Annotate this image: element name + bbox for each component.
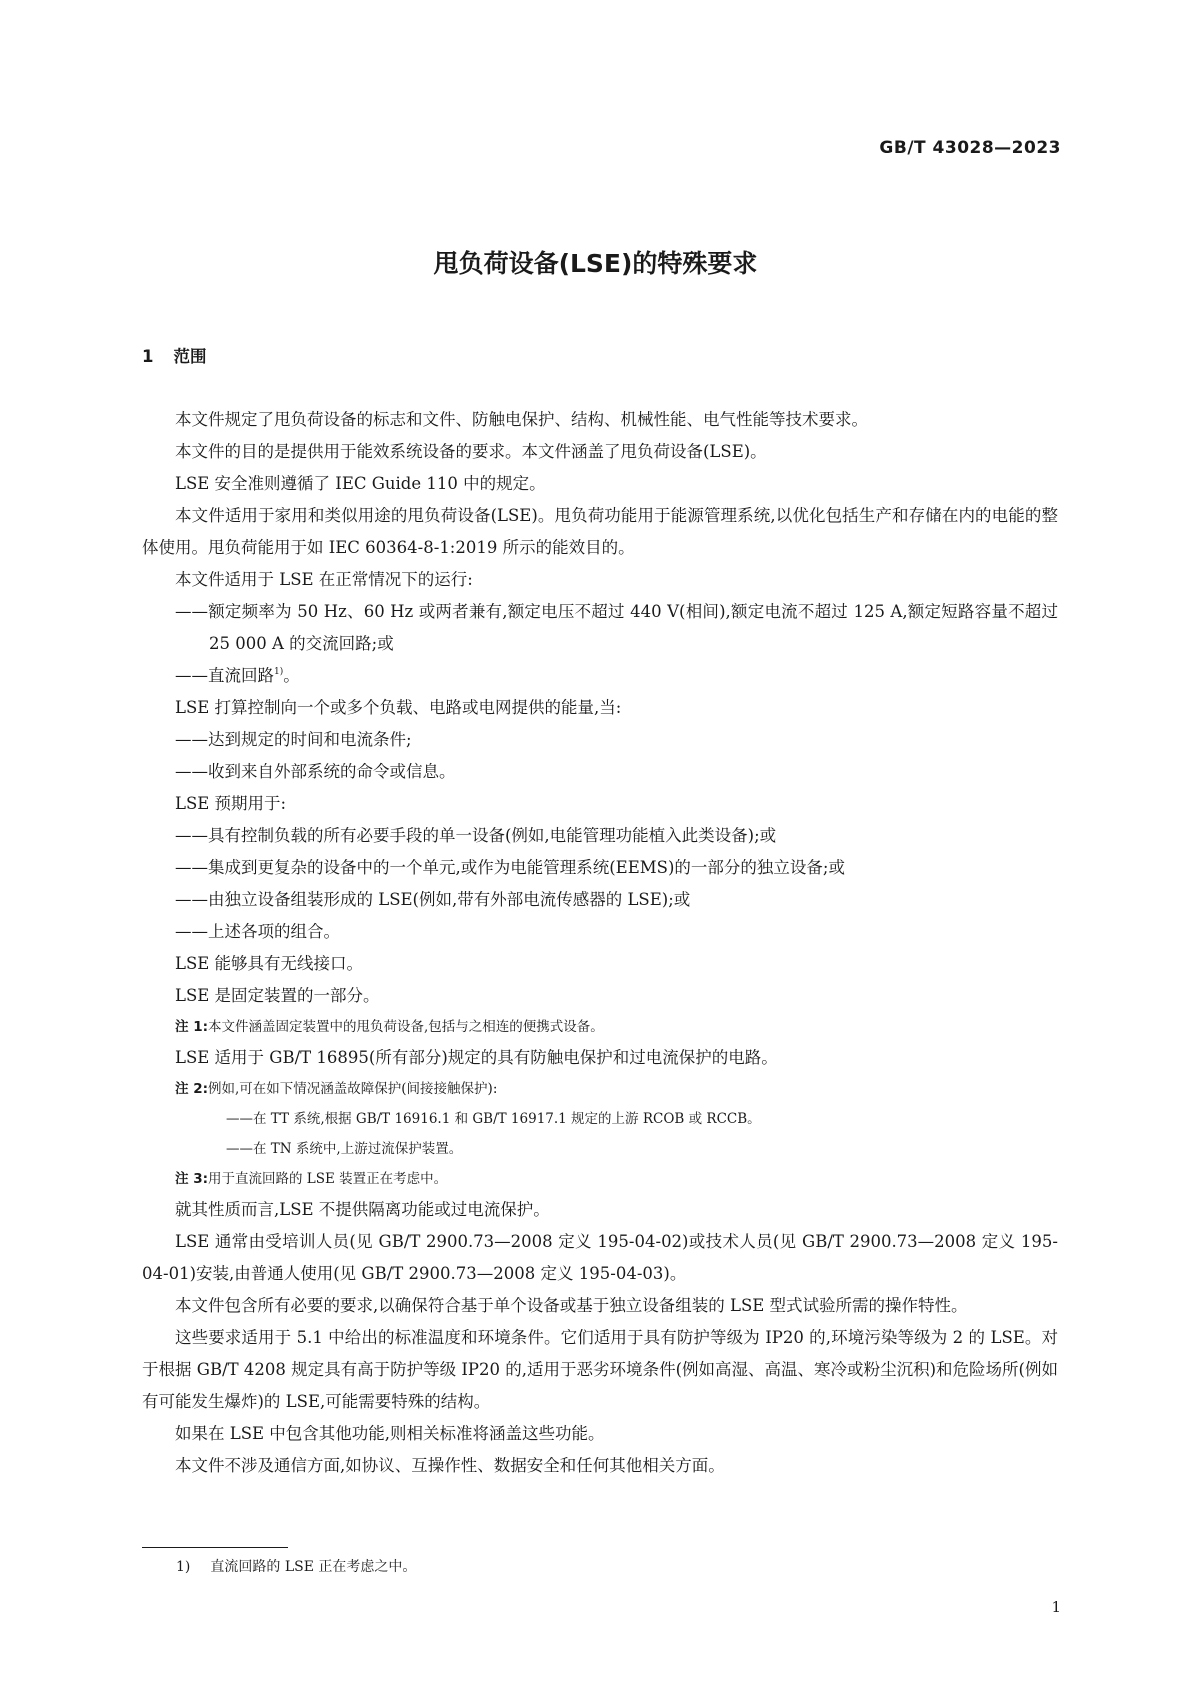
note-label: 注 3: [175, 1171, 208, 1187]
note-label: 注 2: [175, 1081, 208, 1097]
note-text: 例如,可在如下情况涵盖故障保护(间接接触保护): [208, 1081, 498, 1097]
footnote-reference: 1) [274, 667, 284, 677]
paragraph: 本文件适用于 LSE 在正常情况下的运行: [175, 570, 473, 589]
section-title: 范围 [173, 347, 207, 366]
list-item: ——具有控制负载的所有必要手段的单一设备(例如,电能管理功能植入此类设备);或 [175, 826, 777, 845]
note [142, 1012, 1058, 1042]
note-text: 本文件涵盖固定装置中的甩负荷设备,包括与之相连的便携式设备。 [208, 1019, 604, 1035]
section-number: 1 [142, 347, 154, 366]
list-item: ——额定频率为 50 Hz、60 Hz 或两者兼有,额定电压不超过 440 V(相间),额定电流不超过 125 A,额定短路容量不超过 25 000 A 的交流回路;或 [175, 602, 1058, 653]
paragraph: LSE 能够具有无线接口。 [175, 954, 364, 973]
paragraph: LSE 通常由受培训人员(见 GB/T 2900.73—2008 定义 195-04-02)或技术人员(见 GB/T 2900.73—2008 定义 195-04-01)安装,由普通人使用(见 GB/T 2900.73—2008 定义 195-04-03)。 [142, 1232, 1058, 1283]
paragraph: 这些要求适用于 5.1 中给出的标准温度和环境条件。它们适用于具有防护等级为 IP20 的,环境污染等级为 2 的 LSE。对于根据 GB/T 4208 规定具有高于防护等级 IP20 的,适用于恶劣环境条件(例如高湿、高温、寒冷或粉尘沉积)和危险场所(例如有可能发生爆炸)的 LSE,可能需要特殊的结构。 [142, 1328, 1058, 1411]
paragraph: LSE 打算控制向一个或多个负载、电路或电网提供的能量,当: [175, 698, 622, 717]
list-item: ——由独立设备组装形成的 LSE(例如,带有外部电流传感器的 LSE);或 [175, 890, 691, 909]
list-item [142, 660, 1058, 692]
footnote [176, 1556, 416, 1576]
note-list-item: ——在 TT 系统,根据 GB/T 16916.1 和 GB/T 16917.1 规定的上游 RCOB 或 RCCB。 [226, 1111, 761, 1127]
note [142, 1074, 1058, 1104]
paragraph: 就其性质而言,LSE 不提供隔离功能或过电流保护。 [175, 1200, 550, 1219]
page-number: 1 [1051, 1598, 1061, 1616]
paragraph: LSE 安全准则遵循了 IEC Guide 110 中的规定。 [175, 474, 546, 493]
document-body [142, 404, 1058, 1482]
note-list-item: ——在 TN 系统中,上游过流保护装置。 [226, 1141, 463, 1157]
paragraph: 如果在 LSE 中包含其他功能,则相关标准将涵盖这些功能。 [175, 1424, 605, 1443]
paragraph: LSE 适用于 GB/T 16895(所有部分)规定的具有防触电保护和过电流保护的电路。 [175, 1048, 778, 1067]
paragraph: 本文件包含所有必要的要求,以确保符合基于单个设备或基于独立设备组装的 LSE 型式试验所需的操作特性。 [175, 1296, 968, 1315]
section-heading [142, 343, 206, 367]
list-item-text: ——直流回路 [175, 666, 274, 685]
paragraph: 本文件适用于家用和类似用途的甩负荷设备(LSE)。甩负荷功能用于能源管理系统,以优化包括生产和存储在内的电能的整体使用。甩负荷能用于如 IEC 60364-8-1:2019 所示的能效目的。 [142, 506, 1058, 557]
list-item: ——收到来自外部系统的命令或信息。 [175, 762, 456, 781]
list-item-end: 。 [283, 666, 300, 685]
paragraph: LSE 是固定装置的一部分。 [175, 986, 380, 1005]
note-label: 注 1: [175, 1019, 208, 1035]
paragraph: 本文件规定了甩负荷设备的标志和文件、防触电保护、结构、机械性能、电气性能等技术要求。 [175, 410, 868, 429]
list-item: ——集成到更复杂的设备中的一个单元,或作为电能管理系统(EEMS)的一部分的独立设备;或 [175, 858, 845, 877]
footnote-divider [142, 1547, 288, 1548]
paragraph: 本文件的目的是提供用于能效系统设备的要求。本文件涵盖了甩负荷设备(LSE)。 [175, 442, 767, 461]
document-title: 甩负荷设备(LSE)的特殊要求 [433, 249, 758, 278]
list-item: ——上述各项的组合。 [175, 922, 340, 941]
paragraph: LSE 预期用于: [175, 794, 287, 813]
paragraph: 本文件不涉及通信方面,如协议、互操作性、数据安全和任何其他相关方面。 [175, 1456, 725, 1475]
footnote-mark: 1) [176, 1559, 191, 1575]
standard-code: GB/T 43028—2023 [879, 138, 1061, 158]
note-text: 用于直流回路的 LSE 装置正在考虑中。 [208, 1171, 448, 1187]
list-item: ——达到规定的时间和电流条件; [175, 730, 412, 749]
note [142, 1164, 1058, 1194]
footnote-text: 直流回路的 LSE 正在考虑之中。 [210, 1559, 417, 1575]
